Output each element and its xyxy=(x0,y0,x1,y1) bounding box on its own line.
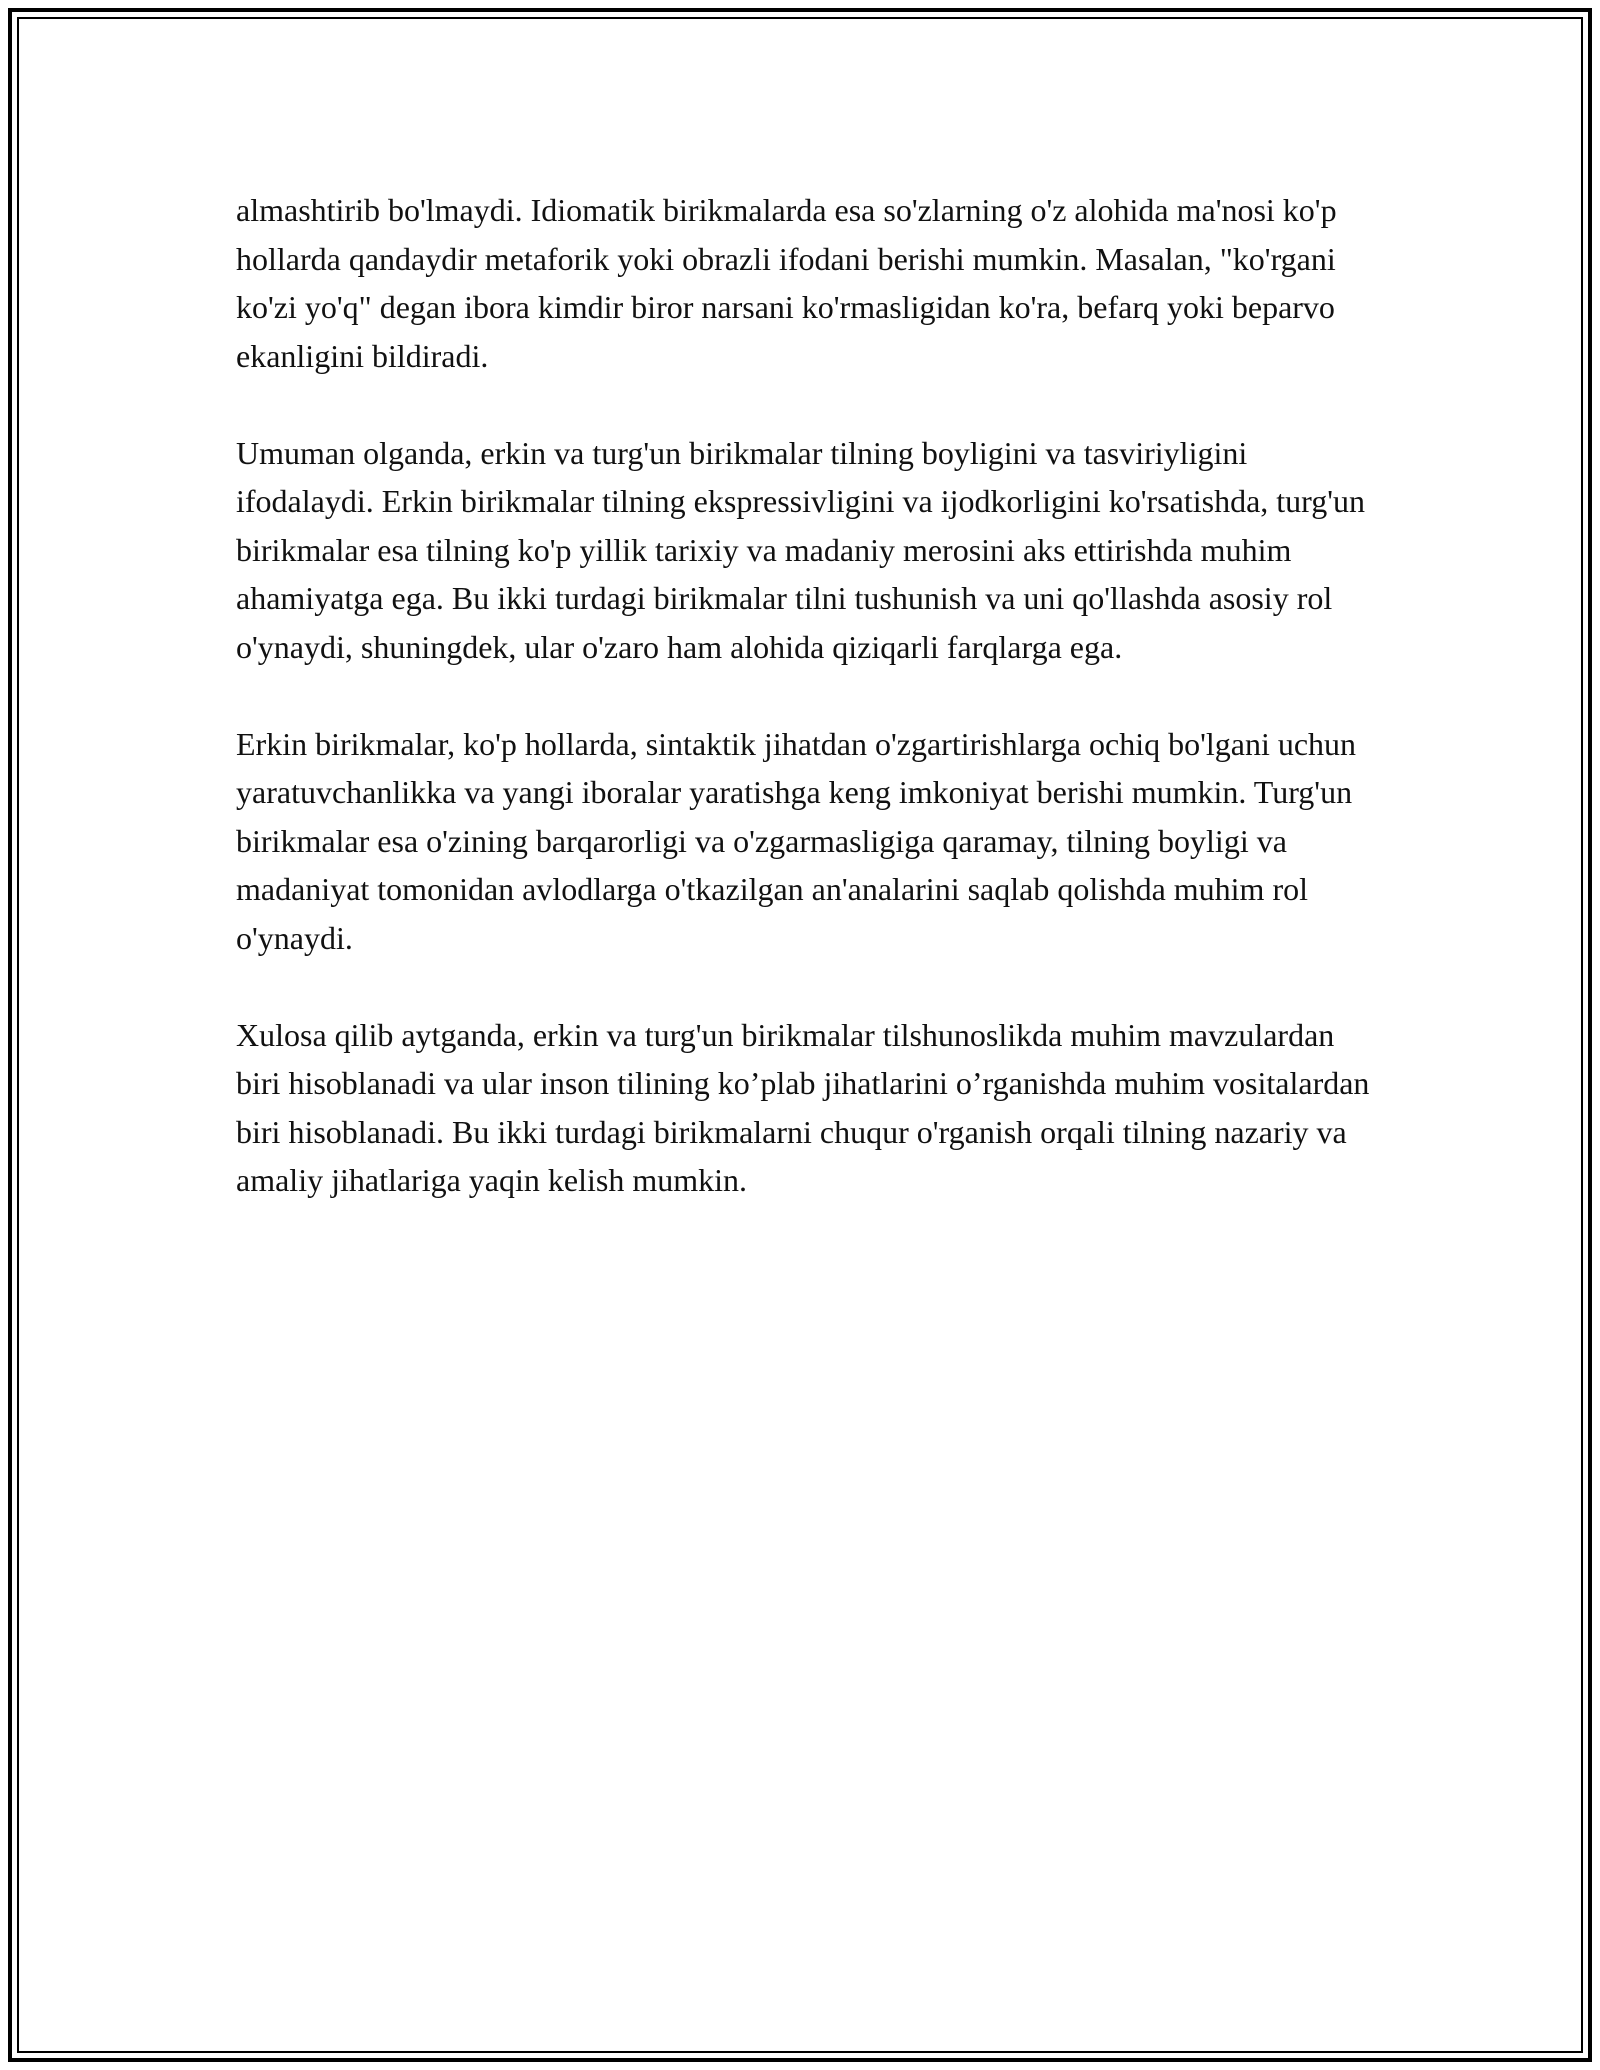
paragraph-3: Erkin birikmalar, ko'p hollarda, sintaktik jihatdan o'zgartirishlarga ochiq bo'lgani uchun yaratuvchanlikka va yangi iboralar yaratishga keng imkoniyat berishi mumkin. Turg'un birikmalar esa o'zining barqarorligi va o'zgarmasligiga qaramay, tilning boyligi va madaniyat tomonidan avlodlarga o'tkazilgan an'analarini saqlab qolishda muhim rol o'ynaydi. xyxy=(236,725,1357,956)
body-text xyxy=(236,186,1386,1205)
paragraph-4: Xulosa qilib aytganda, erkin va turg'un birikmalar tilshunoslikda muhim mavzulardan biri hisoblanadi va ular inson tilining ko’plab jihatlarini o’rganishda muhim vositalardan biri hisoblanadi. Bu ikki turdagi birikmalarni chuqur o'rganish orqali tilning nazariy va amaliy jihatlariga yaqin kelish mumkin. xyxy=(236,1016,1370,1198)
paragraph-2: Umuman olganda, erkin va turg'un birikmalar tilning boyligini va tasviriyligini ifodalaydi. Erkin birikmalar tilning ekspressivligini va ijodkorligini ko'rsatishda, turg'un birikmalar esa tilning ko'p yillik tarixiy va madaniy merosini aks ettirishda muhim ahamiyatga ega. Bu ikki turdagi birikmalar tilni tushunish va uni qo'llashda asosiy rol o'ynaydi, shuningdek, ular o'zaro ham alohida qiziqarli farqlarga ega. xyxy=(236,434,1365,665)
paragraph-1: almashtirib bo'lmaydi. Idiomatik birikmalarda esa so'zlarning o'z alohida ma'nosi ko'p hollarda qandaydir metaforik yoki obrazli ifodani berishi mumkin. Masalan, "ko'rgani ko'zi yo'q" degan ibora kimdir biror narsani ko'rmasligidan ko'ra, befarq yoki beparvo ekanligini bildiradi. xyxy=(236,192,1337,374)
